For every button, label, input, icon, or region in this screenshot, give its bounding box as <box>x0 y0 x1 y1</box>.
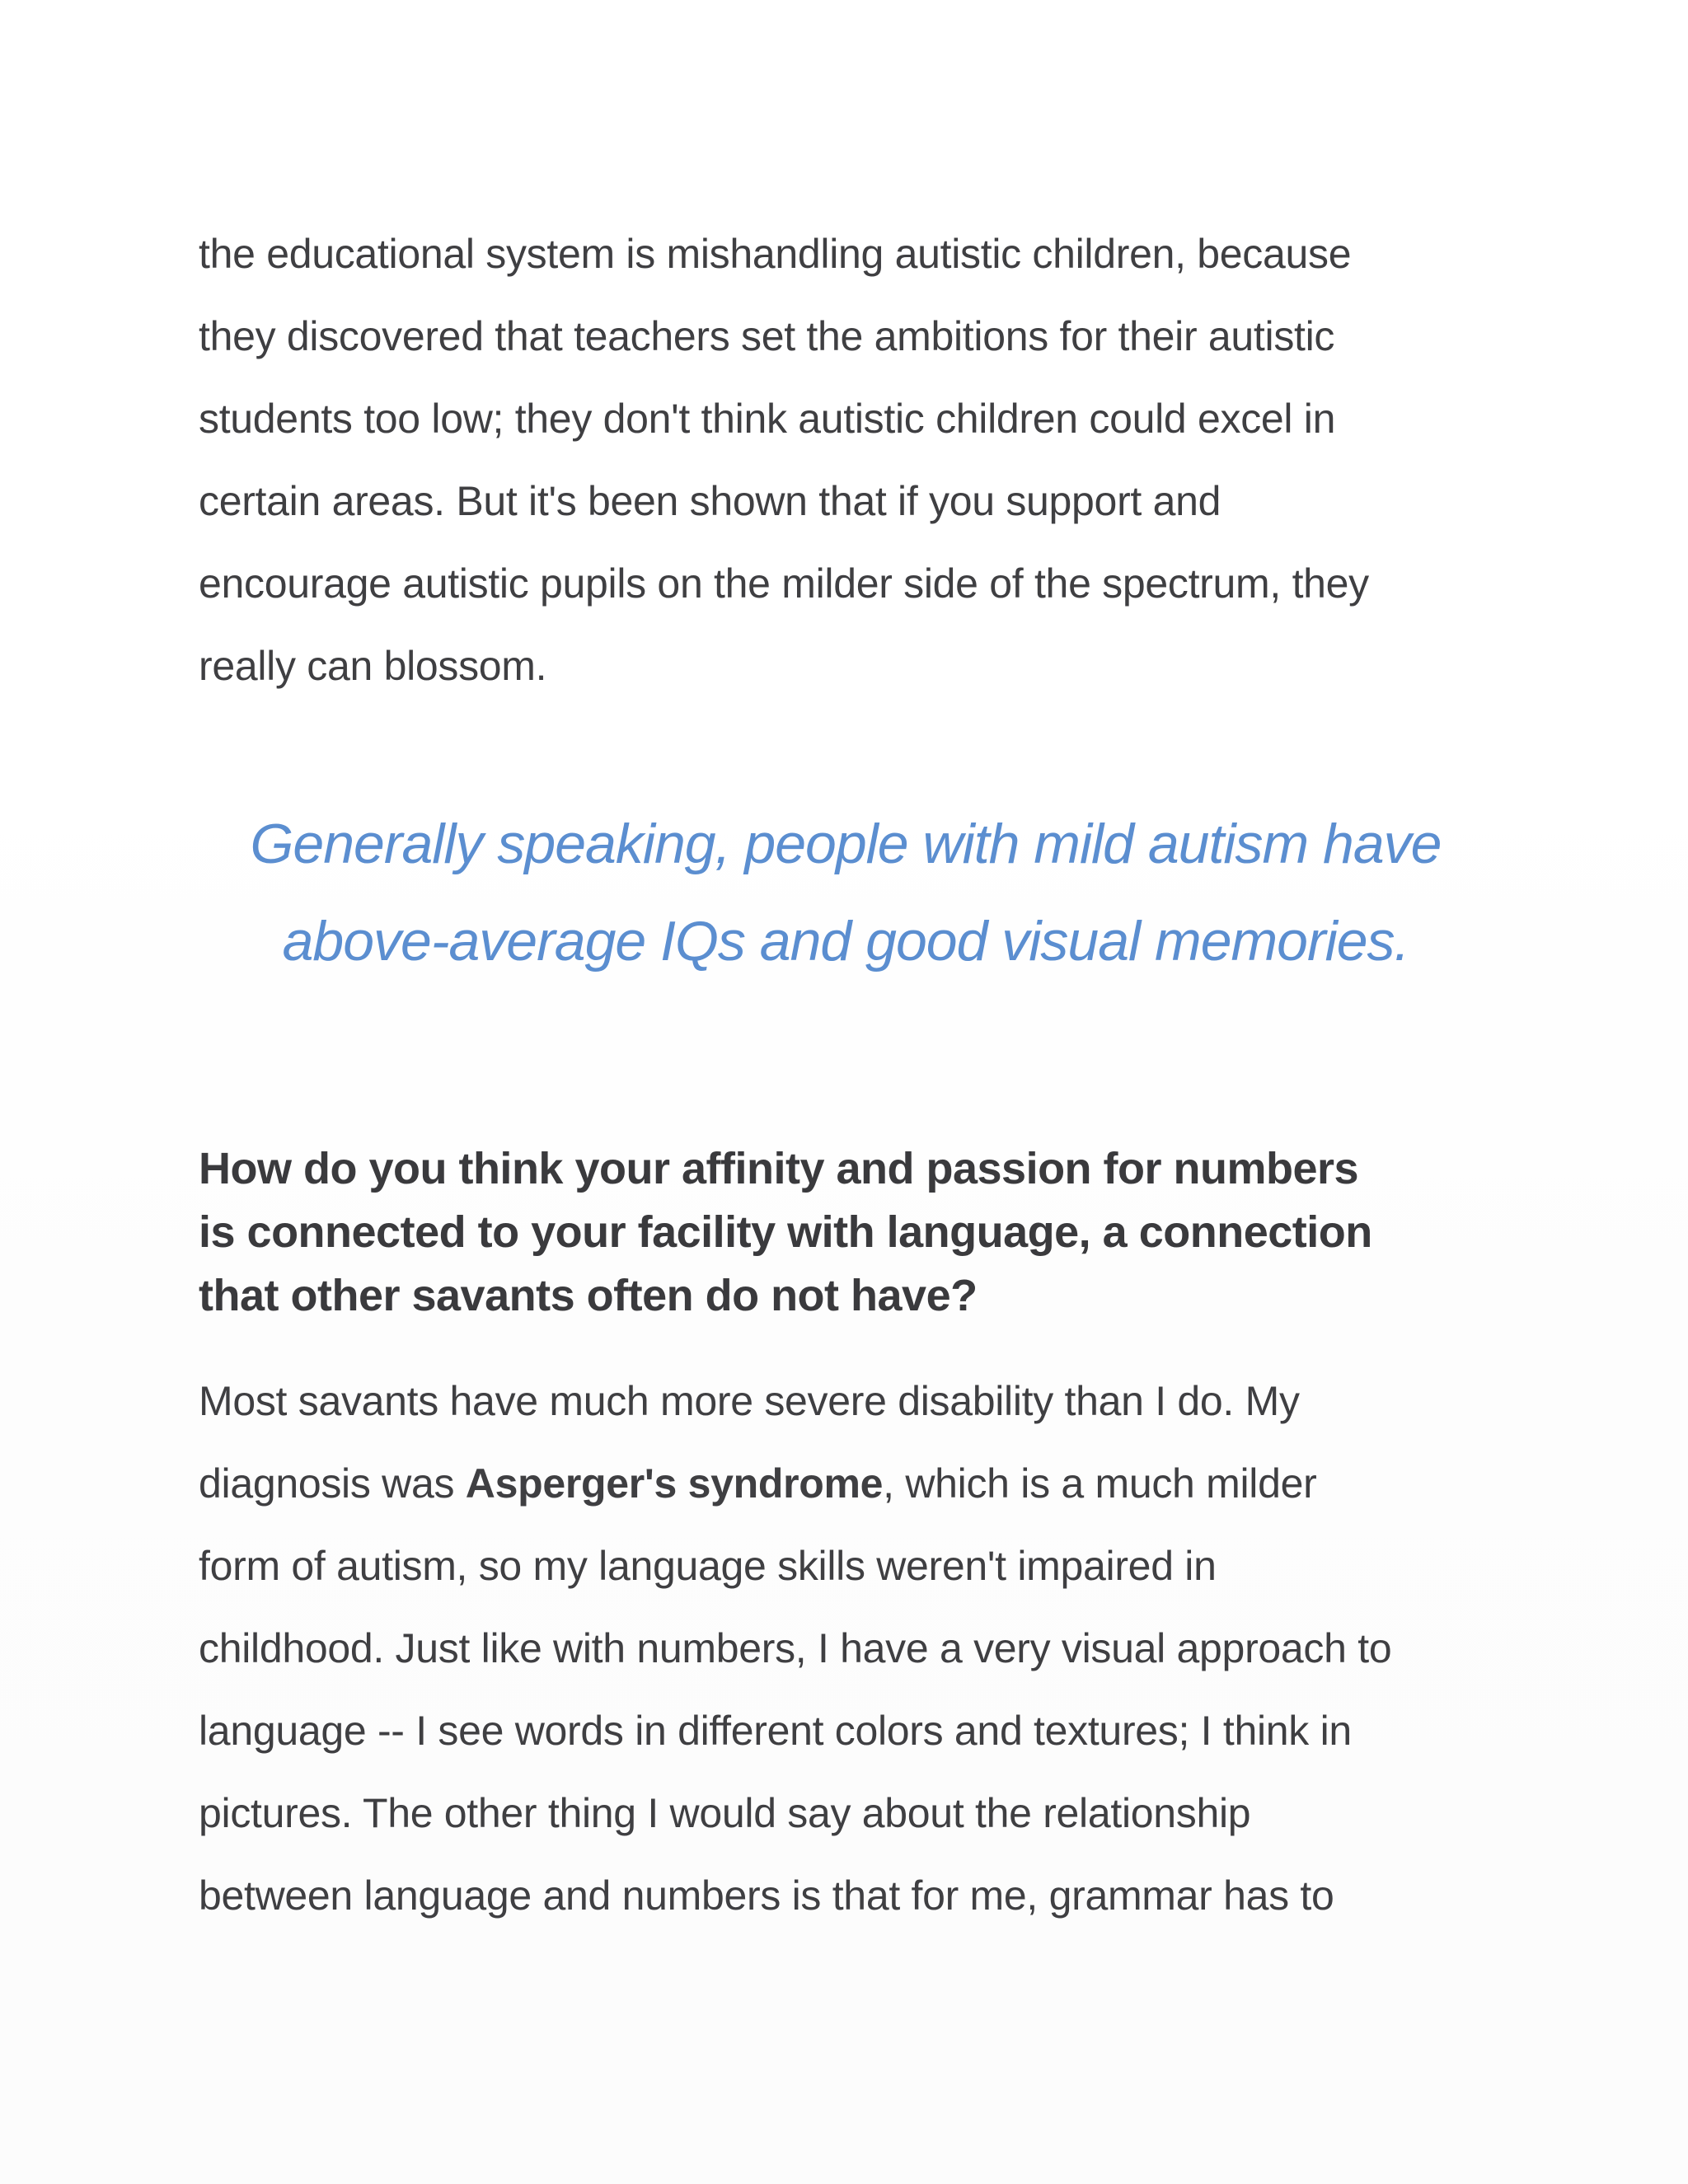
interview-question-heading <box>199 1137 1517 1328</box>
paragraph-line: form of autism, so my language skills weren't impaired in <box>199 1543 1217 1589</box>
body-paragraph-1 <box>199 213 1501 707</box>
bold-term-aspergers: Asperger's syndrome <box>465 1460 884 1507</box>
paragraph-line: Most savants have much more severe disability than I do. My <box>199 1378 1300 1424</box>
pull-quote-line: above-average IQs and good visual memories. <box>282 910 1409 972</box>
paragraph-line <box>199 1442 1501 1525</box>
paragraph-line: really can blossom. <box>199 643 547 689</box>
body-paragraph-2 <box>199 1360 1501 1937</box>
paragraph-line: pictures. The other thing I would say about the relationship <box>199 1790 1251 1836</box>
paragraph-line: students too low; they don't think autistic children could excel in <box>199 396 1336 442</box>
paragraph-line: childhood. Just like with numbers, I have a very visual approach to <box>199 1625 1392 1671</box>
inline-text: diagnosis was <box>199 1460 466 1507</box>
paragraph-line: encourage autistic pupils on the milder side of the spectrum, they <box>199 560 1369 607</box>
paragraph-line: between language and numbers is that for me, grammar has to <box>199 1872 1334 1919</box>
question-line: that other savants often do not have? <box>199 1271 978 1320</box>
paragraph-line: they discovered that teachers set the ambitions for their autistic <box>199 313 1335 359</box>
paragraph-line: language -- I see words in different colors and textures; I think in <box>199 1708 1352 1754</box>
paragraph-line: certain areas. But it's been shown that if you support and <box>199 478 1221 524</box>
inline-text: , which is a much milder <box>883 1460 1317 1507</box>
pull-quote <box>199 795 1493 990</box>
question-line: is connected to your facility with language, a connection <box>199 1207 1372 1257</box>
question-line: How do you think your affinity and passion for numbers <box>199 1144 1359 1193</box>
pull-quote-line: Generally speaking, people with mild autism have <box>250 813 1442 875</box>
paragraph-line: the educational system is mishandling autistic children, because <box>199 231 1352 277</box>
